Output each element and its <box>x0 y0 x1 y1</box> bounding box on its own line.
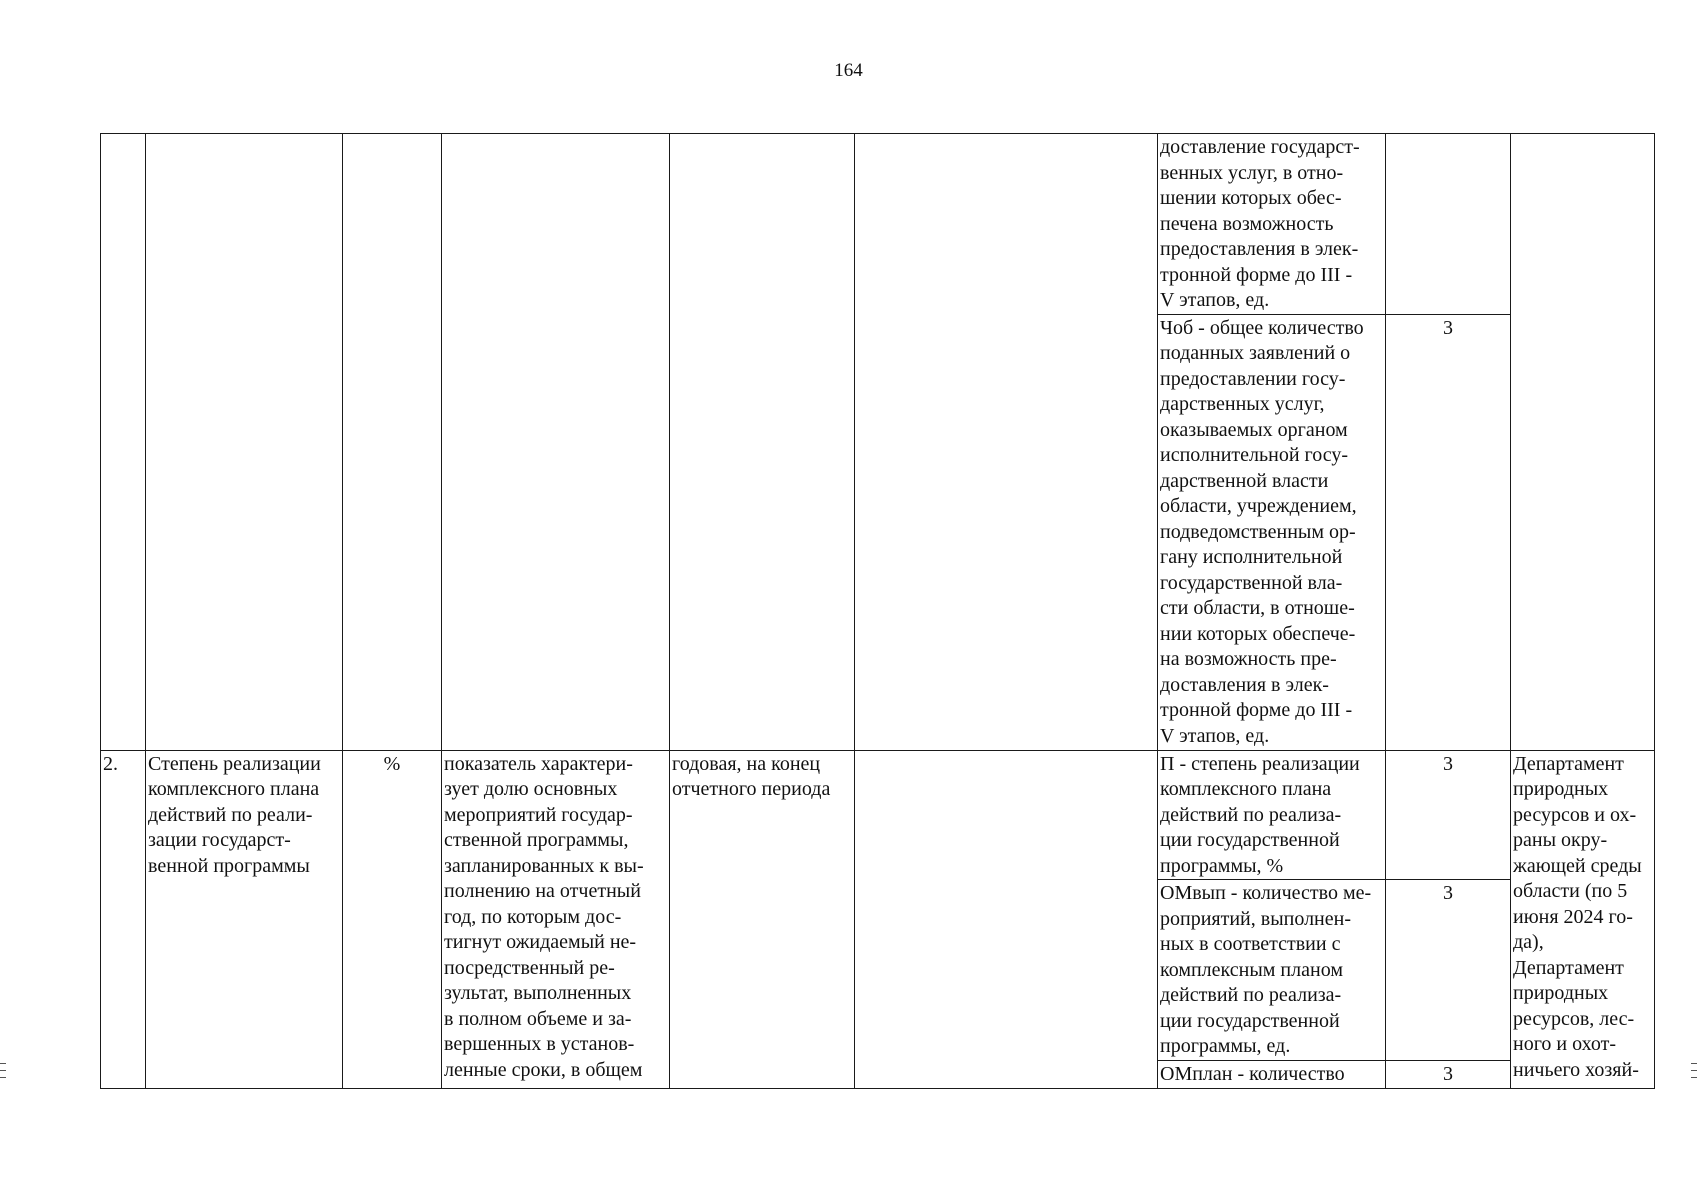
margin-mark <box>0 1077 6 1078</box>
cell-periodicity: годовая, на конец отчетного периода <box>670 750 855 1088</box>
indicators-table <box>100 133 1655 1089</box>
cell-formula-cont <box>855 134 1158 751</box>
cell-source-cont-a <box>1386 134 1511 315</box>
cell-num-cont <box>101 134 146 751</box>
cell-source-cont-b: 3 <box>1386 314 1511 750</box>
cell-unit: % <box>343 750 442 1088</box>
cell-description: показатель характери- зует долю основных мероприятий государ- ственной программы, запланированных к вы- полнению на отчетный год, по которым дос- тигнут ожидаемый не- посредственный ре- зультат, выполненных в полном объеме и за- вершенных в установ- ленные сроки, в общем <box>442 750 670 1088</box>
page-number: 164 <box>834 60 863 81</box>
cell-variable-cont-b: Чоб - общее количество поданных заявлений о предоставлении госу- дарственных услуг, оказываемых органом исполнительной госу- дарственной власти области, учреждением, подведомственным ор- гану исполнительной государственной вла- сти области, в отноше- нии которых обеспече- на возможность пре- доставления в элек- тронной форме до III - V этапов, ед. <box>1158 314 1386 750</box>
table-row <box>101 134 1655 315</box>
cell-num: 2. <box>101 750 146 1088</box>
cell-formula <box>855 750 1158 1088</box>
cell-source-p: 3 <box>1386 750 1511 880</box>
margin-mark <box>0 1070 6 1071</box>
cell-variable-cont-a: доставление государст- венных услуг, в отно- шении которых обес- печена возможность предоставления в элек- тронной форме до III - V этапов, ед. <box>1158 134 1386 315</box>
cell-desc-cont <box>442 134 670 751</box>
cell-period-cont <box>670 134 855 751</box>
cell-responsible: Департамент природных ресурсов и ох- раны окру- жающей среды области (по 5 июня 2024 го- да), Департамент природных ресурсов, лес- ного и охот- ничьего хозяй- <box>1511 750 1655 1088</box>
cell-variable-p: П - степень реализации комплексного плана действий по реализа- ции государственной программы, % <box>1158 750 1386 880</box>
cell-responsible-cont <box>1511 134 1655 751</box>
margin-mark <box>1691 1070 1697 1071</box>
cell-name-cont <box>146 134 343 751</box>
cell-source-om-plan: 3 <box>1386 1060 1511 1088</box>
cell-indicator-name: Степень реализации комплексного плана действий по реали- зации государст- венной программы <box>146 750 343 1088</box>
cell-unit-cont <box>343 134 442 751</box>
cell-source-om-vyp: 3 <box>1386 880 1511 1061</box>
cell-variable-om-plan: ОМплан - количество <box>1158 1060 1386 1088</box>
margin-mark <box>1691 1077 1697 1078</box>
table-row <box>101 750 1655 880</box>
margin-mark <box>0 1063 6 1064</box>
cell-variable-om-vyp: ОМвып - количество ме- роприятий, выполнен- ных в соответствии с комплексным планом действий по реализа- ции государственной программы, ед. <box>1158 880 1386 1061</box>
margin-mark <box>1691 1063 1697 1064</box>
